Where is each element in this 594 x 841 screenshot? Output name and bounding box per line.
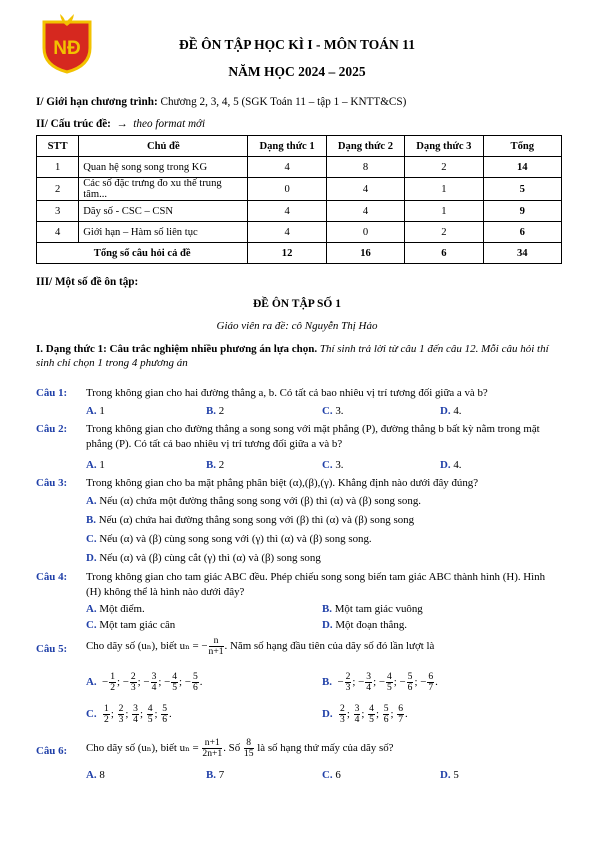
option-letter: C. (322, 405, 333, 417)
question-text (86, 738, 556, 759)
fraction-numerator: 2 (340, 703, 345, 714)
option-letter: D. (322, 708, 333, 720)
cell: 16 (326, 243, 404, 264)
fraction-numerator: 1 (110, 671, 115, 682)
option-letter: B. (322, 603, 332, 615)
fraction-denominator: 3 (130, 682, 136, 693)
option-letter: A. (86, 405, 97, 417)
cell: 0 (248, 178, 326, 201)
option-letter: D. (86, 552, 97, 564)
option-letter: D. (440, 769, 451, 781)
col-type2: Dạng thức 2 (326, 136, 404, 157)
section-scope-text: Chương 2, 3, 4, 5 (SGK Toán 11 – tập 1 – KNTT&CS) (160, 96, 407, 108)
part1-label: I. Dạng thức 1: Câu trắc nghiệm nhiều phương án lựa chọn. (36, 343, 318, 355)
cell: 4 (326, 178, 404, 201)
option-fraction (118, 704, 125, 725)
fraction-denominator: 6 (383, 714, 389, 725)
fraction-denominator: 4 (151, 682, 157, 693)
fraction-numerator: 2 (118, 703, 124, 714)
option-c[interactable]: C. 6 (322, 769, 341, 781)
cell: 6 (483, 222, 561, 243)
fraction-denominator: 7 (428, 682, 434, 693)
section-structure (36, 118, 205, 130)
option-letter: C. (322, 769, 333, 781)
section-structure-label: II/ Cấu trúc đề: (36, 118, 111, 130)
cell: 5 (483, 178, 561, 201)
option-a[interactable]: A. 8 (86, 769, 105, 781)
structure-table (36, 135, 562, 264)
option-b[interactable]: B. 2 (206, 405, 225, 417)
option-b[interactable]: B. Nếu (α) chứa hai đường thẳng song song với (β) thì (α) và (β) song song (86, 514, 415, 526)
cell: Các số đặc trưng đo xu thế trung tâm... (79, 178, 248, 201)
cell: 4 (248, 157, 326, 178)
option-fraction (171, 672, 178, 693)
fraction-numerator: 4 (172, 671, 178, 682)
cell: 8 (326, 157, 404, 178)
part1-desc: Thí sinh trả lời từ câu 1 đến câu 12. Mỗi câu hỏi thí sinh chỉ chọn 1 trong 4 phương án (36, 343, 549, 369)
fraction-numerator: 3 (133, 703, 138, 714)
option-b[interactable]: B. Một tam giác vuông (322, 603, 423, 615)
question-label: Câu 5: (36, 643, 68, 655)
option-fraction (151, 672, 158, 693)
fraction-numerator: 2 (345, 671, 351, 682)
fraction-denominator: 4 (354, 714, 360, 725)
total-label: Tổng số câu hỏi cả đề (37, 243, 248, 264)
option-fraction (132, 704, 139, 725)
option-letter: D. (440, 459, 451, 471)
option-c[interactable]: C. 3. (322, 405, 344, 417)
option-b[interactable]: B. − $\frac{2}{3}$ ; − $\frac{3}{4}$ ; − $\frac{4}{5}$ ; − $\frac{5}{6}$ ; − $\frac{6}{7}$ . (322, 671, 438, 693)
option-fraction (365, 672, 372, 693)
question-label: Câu 3: (36, 477, 68, 489)
option-fraction (109, 672, 116, 693)
option-letter: A. (86, 603, 97, 615)
fraction-numerator: 4 (386, 671, 392, 682)
option-fraction (161, 704, 168, 725)
option-fraction (397, 704, 404, 725)
question-text: Trong không gian cho đường thẳng a song song với mặt phẳng (P), đường thẳng b bất kỳ nằm trong mặt phẳng (P). Có tất cả bao nhiêu vị trí tương đối giữa a và b? (86, 423, 540, 450)
fraction-denominator: 7 (398, 714, 404, 725)
section-scope (36, 96, 406, 108)
question-text-mid: . Số (223, 742, 241, 754)
question-label: Câu 6: (36, 745, 68, 757)
option-b[interactable]: B. 7 (206, 769, 225, 781)
question-label: Câu 1: (36, 387, 68, 399)
question-text: Trong không gian cho ba mặt phẳng phân biệt (α),(β),(γ). Khẳng định nào dưới đây đúng? (86, 477, 479, 489)
fraction-denominator: 5 (172, 682, 178, 693)
fraction-denominator: 2n+1 (202, 748, 223, 759)
option-d[interactable]: D. Nếu (α) và (β) cùng cắt (γ) thì (α) và (β) song song (86, 552, 321, 564)
fraction-numerator: 6 (428, 671, 434, 682)
fraction-numerator: 2 (130, 671, 136, 682)
option-c[interactable]: C. Một tam giác cân (86, 619, 176, 631)
option-fraction (354, 704, 361, 725)
cell: 1 (405, 178, 483, 201)
option-d[interactable]: D. $\frac{2}{3}$ ; $\frac{3}{4}$ ; $\frac{4}{5}$ ; $\frac{5}{6}$ ; $\frac{6}{7}$ . (322, 703, 408, 725)
cell: 4 (326, 201, 404, 222)
option-d[interactable]: D. 5 (440, 769, 459, 781)
option-letter: A. (86, 676, 97, 688)
fraction-denominator: 15 (243, 748, 254, 759)
table-row (37, 178, 562, 201)
fraction-numerator: 5 (192, 671, 198, 682)
cell: 2 (405, 157, 483, 178)
col-total: Tổng (483, 136, 561, 157)
fraction-numerator: n+1 (202, 738, 222, 749)
option-fraction (147, 704, 154, 725)
fraction-numerator: 3 (366, 671, 372, 682)
cell: 14 (483, 157, 561, 178)
option-fraction (345, 672, 352, 693)
option-fraction (130, 672, 137, 693)
option-c[interactable]: C. Nếu (α) và (β) cùng song song với (γ) thì (α) và (β) song song. (86, 533, 372, 545)
section-structure-text: theo format mới (133, 118, 206, 130)
fraction-numerator: 8 (244, 738, 254, 749)
option-letter: C. (322, 459, 333, 471)
question-text: Trong không gian cho hai đường thẳng a, b. Có tất cả bao nhiêu vị trí tương đối giữa a và b? (86, 387, 488, 399)
question-text-post: . Năm số hạng đầu tiên của dãy số đó lần lượt là (224, 640, 435, 652)
option-letter: A. (86, 495, 97, 507)
fraction-numerator: 4 (369, 703, 374, 714)
fraction-denominator: 3 (118, 714, 124, 725)
fraction-denominator: 5 (386, 682, 392, 693)
option-a[interactable]: A. 1 (86, 405, 105, 417)
question-6 (0, 738, 594, 788)
question-3 (0, 476, 594, 566)
option-fraction (103, 704, 110, 725)
page-title: ĐỀ ÔN TẬP HỌC KÌ I - MÔN TOÁN 11 (179, 37, 415, 52)
fraction-denominator: 3 (340, 714, 345, 725)
col-topic: Chủ đề (79, 136, 248, 157)
option-letter: D. (322, 619, 333, 631)
exam-title: ĐỀ ÔN TẬP SỐ 1 (253, 298, 341, 310)
question-4 (0, 570, 594, 636)
fraction-denominator: 6 (192, 682, 198, 693)
fraction-numerator: 5 (383, 703, 389, 714)
option-b[interactable]: B. 2 (206, 459, 225, 471)
option-c[interactable]: C. $\frac{1}{2}$ ; $\frac{2}{3}$ ; $\frac{3}{4}$ ; $\frac{4}{5}$ ; $\frac{5}{6}$ . (86, 703, 172, 725)
table-row (37, 157, 562, 178)
option-c[interactable]: C. 3. (322, 459, 344, 471)
option-d[interactable]: D. Một đoạn thẳng. (322, 619, 408, 631)
fraction-numerator: n (209, 636, 224, 647)
fraction-denominator: 5 (369, 714, 374, 725)
fraction-denominator: n+1 (208, 646, 224, 657)
fraction-numerator: 1 (104, 703, 109, 714)
option-fraction (383, 704, 390, 725)
question-1 (0, 386, 594, 418)
fraction-denominator: 4 (366, 682, 372, 693)
option-a[interactable]: A. Nếu (α) chứa một đường thẳng song song với (β) thì (α) và (β) song song. (86, 495, 421, 507)
option-a[interactable]: A. Một điểm. (86, 603, 145, 615)
formula-fraction (209, 636, 224, 657)
fraction-numerator: 3 (354, 703, 360, 714)
cell: 4 (248, 222, 326, 243)
option-letter: B. (206, 405, 216, 417)
option-d[interactable]: D. 4. (440, 459, 462, 471)
question-2 (0, 422, 594, 472)
option-a[interactable]: A. − $\frac{1}{2}$ ; − $\frac{2}{3}$ ; − $\frac{3}{4}$ ; − $\frac{4}{5}$ ; − $\frac{5}{6}$ . (86, 671, 203, 693)
fraction-denominator: 6 (162, 714, 168, 725)
question-text (86, 636, 556, 657)
cell: 9 (483, 201, 561, 222)
exam-teacher: Giáo viên ra đề: cô Nguyễn Thị Hảo (216, 320, 378, 332)
option-letter: C. (86, 533, 97, 545)
fraction-numerator: 5 (162, 703, 168, 714)
logo-text: NĐ (53, 38, 81, 59)
table-total-row (37, 243, 562, 264)
fraction-denominator: 5 (147, 714, 153, 725)
cell: 12 (248, 243, 326, 264)
table-row (37, 222, 562, 243)
option-letter: A. (86, 459, 97, 471)
fraction-denominator: 2 (110, 682, 115, 693)
question-text: Trong không gian cho tam giác ABC đều. Phép chiếu song song biến tam giác ABC thành hình (H). Hình (H) không thể là hình nào dưới đây? (86, 571, 546, 598)
option-a[interactable]: A. 1 (86, 459, 105, 471)
option-letter: B. (86, 514, 96, 526)
option-d[interactable]: D. 4. (440, 405, 462, 417)
fraction-denominator: 2 (104, 714, 109, 725)
option-fraction (427, 672, 434, 693)
cell: Dãy số - CSC – CSN (79, 201, 248, 222)
formula-fraction (202, 738, 222, 759)
option-letter: B. (322, 676, 332, 688)
fraction-denominator: 3 (345, 682, 351, 693)
question-text-pre: Cho dãy số (uₙ), biết uₙ = − (86, 640, 208, 652)
option-letter: D. (440, 405, 451, 417)
col-type1: Dạng thức 1 (248, 136, 326, 157)
option-fraction (368, 704, 375, 725)
question-label: Câu 2: (36, 423, 68, 435)
arrow-icon: → (116, 118, 128, 130)
school-year: NĂM HỌC 2024 – 2025 (228, 64, 366, 79)
fraction-numerator: 6 (398, 703, 404, 714)
cell: Giới hạn – Hàm số liên tục (79, 222, 248, 243)
question-label: Câu 4: (36, 571, 68, 583)
fraction-numerator: 5 (407, 671, 413, 682)
cell: 34 (483, 243, 561, 264)
option-letter: B. (206, 769, 216, 781)
option-letter: C. (86, 619, 97, 631)
section-exams-label: III/ Một số đề ôn tập: (36, 276, 139, 288)
option-fraction (192, 672, 199, 693)
formula-fraction (244, 738, 254, 759)
cell: 4 (37, 222, 79, 243)
option-letter: B. (206, 459, 216, 471)
part1-heading (36, 342, 560, 370)
table-row (37, 201, 562, 222)
cell: 6 (405, 243, 483, 264)
option-letter: A. (86, 769, 97, 781)
cell: 0 (326, 222, 404, 243)
option-fraction (407, 672, 414, 693)
cell: 3 (37, 201, 79, 222)
table-header-row (37, 136, 562, 157)
col-type3: Dạng thức 3 (405, 136, 483, 157)
section-scope-label: I/ Giới hạn chương trình: (36, 96, 158, 108)
question-text-post: là số hạng thứ mấy của dãy số? (257, 742, 394, 754)
question-5 (0, 636, 594, 732)
fraction-denominator: 6 (407, 682, 413, 693)
option-fraction (339, 704, 346, 725)
cell: 1 (37, 157, 79, 178)
cell: 1 (405, 201, 483, 222)
fraction-numerator: 3 (151, 671, 157, 682)
cell: 4 (248, 201, 326, 222)
fraction-denominator: 4 (133, 714, 138, 725)
cell: 2 (37, 178, 79, 201)
option-fraction (386, 672, 393, 693)
cell: 2 (405, 222, 483, 243)
fraction-numerator: 4 (147, 703, 153, 714)
cell: Quan hệ song song trong KG (79, 157, 248, 178)
col-stt: STT (37, 136, 79, 157)
option-letter: C. (86, 708, 97, 720)
question-text-pre: Cho dãy số (uₙ), biết uₙ = (86, 742, 199, 754)
